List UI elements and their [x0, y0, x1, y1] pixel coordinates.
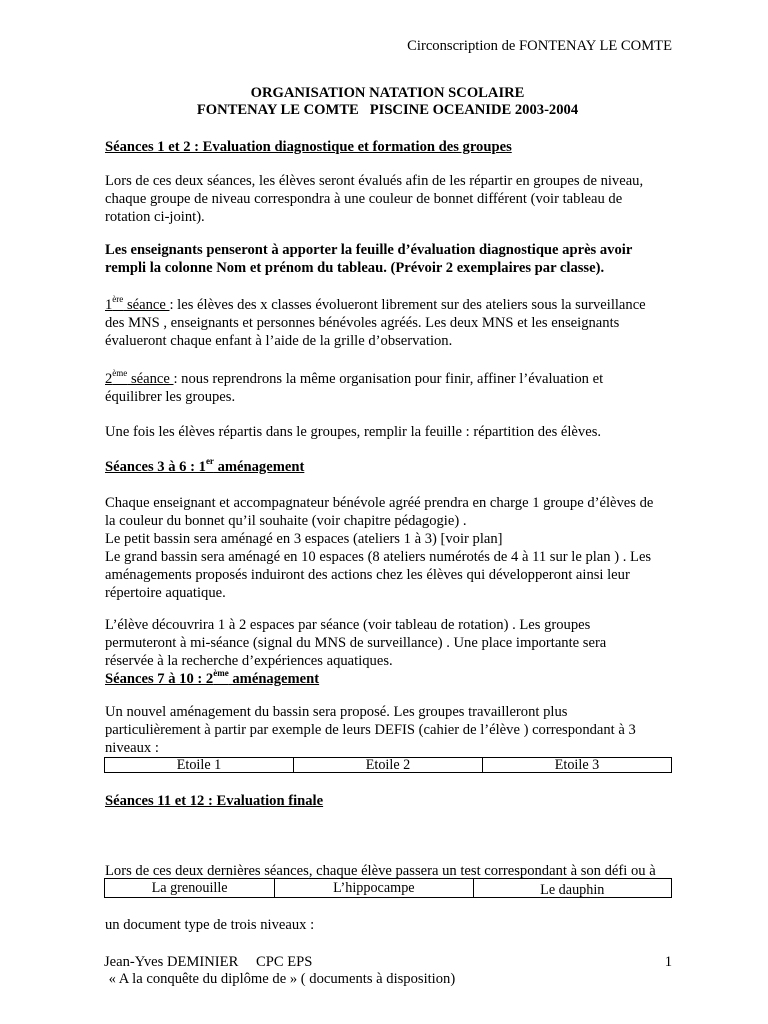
text-line: rotation ci-joint).	[105, 209, 205, 225]
table-row	[105, 879, 672, 898]
seance-label: 2ème séance	[105, 368, 174, 387]
section-heading-3: Séances 7 à 10 : 2ème aménagement	[105, 668, 320, 687]
text-line: chaque groupe de niveau correspondra à une couleur de bonnet différent (voir tableau de	[105, 191, 623, 207]
table-row	[105, 758, 672, 773]
text-line: 1ère séance : les élèves des x classes évolueront librement sur des ateliers sous la surveillance	[105, 294, 646, 313]
table-cell: L’hippocampe	[275, 879, 473, 898]
text-line: permuteront à mi-séance (signal du MNS de surveillance) . Une place importante sera	[105, 635, 607, 651]
footer-role: CPC EPS	[256, 954, 313, 970]
footer-author: Jean-Yves DEMINIER	[104, 954, 239, 970]
text-line: Le petit bassin sera aménagé en 3 espaces (ateliers 1 à 3) [voir plan]	[105, 531, 503, 547]
page-header: Circonscription de FONTENAY LE COMTE	[407, 38, 672, 54]
section-heading-1: Séances 1 et 2 : Evaluation diagnostique et formation des groupes	[105, 139, 512, 155]
text-line: des MNS , enseignants et personnes bénévoles agréés. Les deux MNS et les enseignants	[105, 315, 620, 331]
table-cell: Etoile 1	[105, 758, 294, 773]
text-line: Le grand bassin sera aménagé en 10 espaces (8 ateliers numérotés de 4 à 11 sur le plan ) . Les	[105, 549, 652, 565]
diplome-levels-table	[104, 878, 672, 898]
s2-paragraph-1	[105, 494, 670, 602]
text-line: un document type de trois niveaux :	[105, 917, 315, 933]
text-line: particulièrement à partir par exemple de leurs DEFIS (cahier de l’élève ) correspondant à 3	[105, 722, 636, 738]
s1-paragraph-3	[105, 296, 670, 350]
table-cell: Etoile 2	[294, 758, 483, 773]
text-line: Lors de ces deux séances, les élèves seront évalués afin de les répartir en groupes de niveau,	[105, 173, 644, 189]
text-line: équilibrer les groupes.	[105, 389, 236, 405]
text-line: aménagements proposés induiront des actions chez les élèves qui développeront ainsi leur	[105, 567, 630, 583]
etoile-levels-table	[104, 757, 672, 773]
text-line: Un nouvel aménagement du bassin sera proposé. Les groupes travailleront plus	[105, 704, 568, 720]
table-cell: Etoile 3	[483, 758, 672, 773]
s4-paragraph-1	[105, 826, 670, 1024]
s1-paragraph-4	[105, 370, 670, 406]
text-line: niveaux :	[105, 740, 159, 756]
text-line: la couleur du bonnet qu’il souhaite (voir chapitre pédagogie) .	[105, 513, 467, 529]
table-cell: Le dauphin	[473, 879, 671, 898]
s1-paragraph-2	[105, 241, 670, 277]
text-line: 2ème séance : nous reprendrons la même organisation pour finir, affiner l’évaluation et	[105, 368, 604, 387]
text-line: répertoire aquatique.	[105, 585, 226, 601]
table-cell: La grenouille	[105, 879, 275, 898]
text-line: Chaque enseignant et accompagnateur bénévole agréé prendra en charge 1 groupe d’élèves de	[105, 495, 654, 511]
text-line: Les enseignants penseront à apporter la feuille d’évaluation diagnostique après avoir	[105, 242, 633, 258]
doc-title-line2: FONTENAY LE COMTE PISCINE OCEANIDE 2003-2004	[196, 102, 579, 118]
text-line: « A la conquête du diplôme de » ( documents à disposition)	[105, 971, 456, 987]
text-line: L’élève découvrira 1 à 2 espaces par séance (voir tableau de rotation) . Les groupes	[105, 617, 591, 633]
s3-paragraph-1	[105, 703, 670, 757]
s1-paragraph-5: Une fois les élèves répartis dans le groupes, remplir la feuille : répartition des élèves.	[105, 424, 602, 440]
text-line: Lors de ces deux dernières séances, chaque élève passera un test correspondant à son défi ou à	[105, 863, 656, 879]
section-heading-2: Séances 3 à 6 : 1er aménagement	[105, 456, 305, 475]
seance-label: 1ère séance	[105, 294, 170, 313]
page-number: 1	[664, 954, 672, 970]
text-line: rempli la colonne Nom et prénom du tableau. (Prévoir 2 exemplaires par classe).	[105, 260, 605, 276]
doc-title-line1: ORGANISATION NATATION SCOLAIRE	[250, 85, 525, 101]
s1-paragraph-1	[105, 172, 670, 226]
section-heading-4: Séances 11 et 12 : Evaluation finale	[105, 793, 324, 809]
text-line: réservée à la recherche d’expériences aquatiques.	[105, 653, 393, 669]
text-line: évalueront chaque enfant à l’aide de la grille d’observation.	[105, 333, 453, 349]
s2-paragraph-2	[105, 616, 670, 670]
